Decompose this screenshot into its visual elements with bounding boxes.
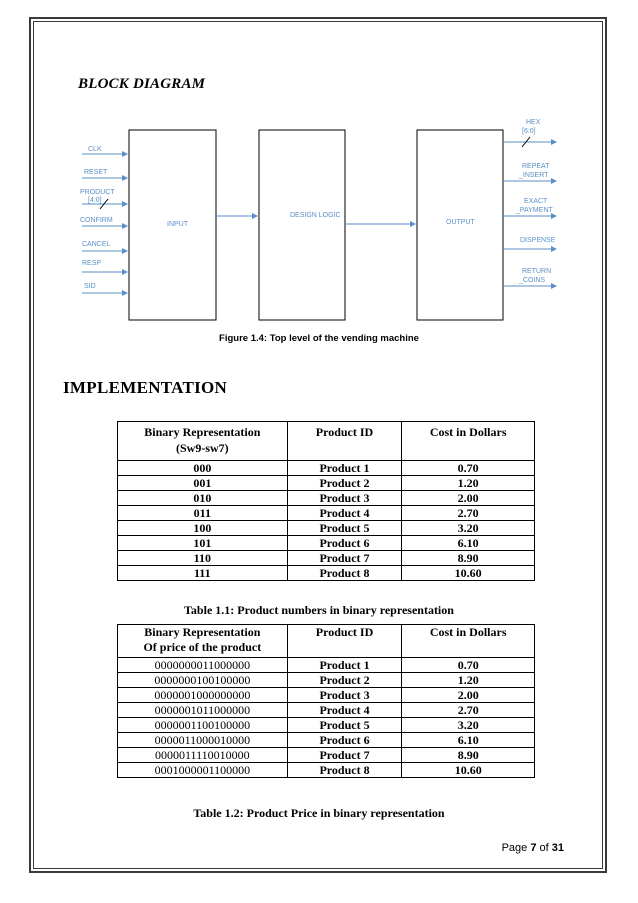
output-block-label: OUTPUT [446, 219, 475, 226]
table-row [118, 491, 535, 506]
table-row [118, 703, 535, 718]
binary-cell: 000 [118, 461, 288, 476]
output-label-return-2: _COINS [519, 277, 546, 284]
product-cell: Product 1 [287, 658, 402, 673]
product-cell: Product 5 [287, 718, 402, 733]
input-label-clk: CLK [88, 146, 102, 153]
table-row [118, 688, 535, 703]
table-row [118, 748, 535, 763]
table-header-row [118, 422, 535, 461]
block-diagram [60, 110, 580, 330]
input-label-resp: RESP [82, 260, 102, 267]
binary-cell: 0000000011000000 [118, 658, 288, 673]
binary-cell: 001 [118, 476, 288, 491]
header-cost: Cost in Dollars [402, 625, 535, 658]
output-label-repeat-2: _INSERT [519, 172, 549, 179]
cost-cell: 10.60 [402, 566, 535, 581]
table-row [118, 718, 535, 733]
page-number: Page 7 of 31 [501, 842, 564, 854]
header-cost: Cost in Dollars [402, 422, 535, 461]
product-cell: Product 7 [287, 748, 402, 763]
binary-cell: 0000011110010000 [118, 748, 288, 763]
binary-cell: 110 [118, 551, 288, 566]
cost-cell: 6.10 [402, 536, 535, 551]
input-label-sid: SID [84, 283, 96, 290]
binary-cell: 0000000100100000 [118, 673, 288, 688]
output-label-exact: EXACT [524, 198, 548, 205]
table2-caption: Table 1.2: Product Price in binary representation [193, 806, 445, 820]
cost-cell: 0.70 [402, 461, 535, 476]
binary-cell: 0000011000010000 [118, 733, 288, 748]
cost-cell: 1.20 [402, 673, 535, 688]
product-cell: Product 7 [287, 551, 402, 566]
table-header-row [118, 625, 535, 658]
binary-cell: 0000001011000000 [118, 703, 288, 718]
cost-cell: 10.60 [402, 763, 535, 778]
output-label-repeat: REPEAT [522, 163, 550, 170]
product-cell: Product 6 [287, 733, 402, 748]
binary-cell: 0001000001100000 [118, 763, 288, 778]
table-row [118, 673, 535, 688]
table-row [118, 461, 535, 476]
output-label-dispense: DISPENSE [520, 237, 556, 244]
input-block-label: INPUT [167, 221, 188, 228]
cost-cell: 0.70 [402, 658, 535, 673]
output-label-hex: HEX [526, 119, 541, 126]
cost-cell: 3.20 [402, 718, 535, 733]
product-cell: Product 6 [287, 536, 402, 551]
table-row [118, 551, 535, 566]
cost-cell: 6.10 [402, 733, 535, 748]
product-cell: Product 8 [287, 763, 402, 778]
input-label-reset: RESET [84, 169, 108, 176]
product-cell: Product 4 [287, 506, 402, 521]
header-product-id: Product ID [287, 625, 402, 658]
cost-cell: 8.90 [402, 748, 535, 763]
table-row [118, 733, 535, 748]
product-cell: Product 3 [287, 491, 402, 506]
cost-cell: 2.70 [402, 506, 535, 521]
output-label-hex-width: [6:0] [522, 128, 536, 135]
binary-cell: 010 [118, 491, 288, 506]
cost-cell: 8.90 [402, 551, 535, 566]
product-cell: Product 8 [287, 566, 402, 581]
input-label-product: PRODUCT [80, 189, 115, 196]
input-label-product-width: [4:0] [88, 197, 102, 204]
product-price-binary-table [117, 624, 535, 778]
design-logic-block [259, 130, 345, 320]
product-cell: Product 3 [287, 688, 402, 703]
table-row [118, 763, 535, 778]
cost-cell: 2.70 [402, 703, 535, 718]
output-label-exact-2: _PAYMENT [516, 207, 553, 214]
header-product-id: Product ID [287, 422, 402, 461]
table-row [118, 536, 535, 551]
binary-cell: 0000001000000000 [118, 688, 288, 703]
figure-caption: Figure 1.4: Top level of the vending machine [219, 333, 419, 344]
table-row [118, 506, 535, 521]
product-cell: Product 1 [287, 461, 402, 476]
cost-cell: 1.20 [402, 476, 535, 491]
cost-cell: 3.20 [402, 521, 535, 536]
cost-cell: 2.00 [402, 688, 535, 703]
table-row [118, 521, 535, 536]
input-label-cancel: CANCEL [82, 241, 111, 248]
table-row [118, 658, 535, 673]
input-label-confirm: CONFIRM [80, 217, 113, 224]
header-binary-price: Binary Representation Of price of the product [118, 625, 288, 658]
product-cell: Product 2 [287, 476, 402, 491]
product-cell: Product 5 [287, 521, 402, 536]
binary-cell: 111 [118, 566, 288, 581]
binary-cell: 100 [118, 521, 288, 536]
output-label-return: RETURN [522, 268, 552, 275]
binary-cell: 011 [118, 506, 288, 521]
header-binary: Binary Representation (Sw9-sw7) [118, 422, 288, 461]
table-row [118, 476, 535, 491]
table-row [118, 566, 535, 581]
design-block-label: DESIGN LOGIC [290, 212, 341, 219]
product-binary-table [117, 421, 535, 581]
table1-caption: Table 1.1: Product numbers in binary representation [184, 603, 454, 617]
binary-cell: 101 [118, 536, 288, 551]
binary-cell: 0000001100100000 [118, 718, 288, 733]
block-diagram-heading: BLOCK DIAGRAM [78, 76, 206, 92]
implementation-heading: IMPLEMENTATION [63, 378, 228, 397]
product-cell: Product 4 [287, 703, 402, 718]
product-cell: Product 2 [287, 673, 402, 688]
cost-cell: 2.00 [402, 491, 535, 506]
